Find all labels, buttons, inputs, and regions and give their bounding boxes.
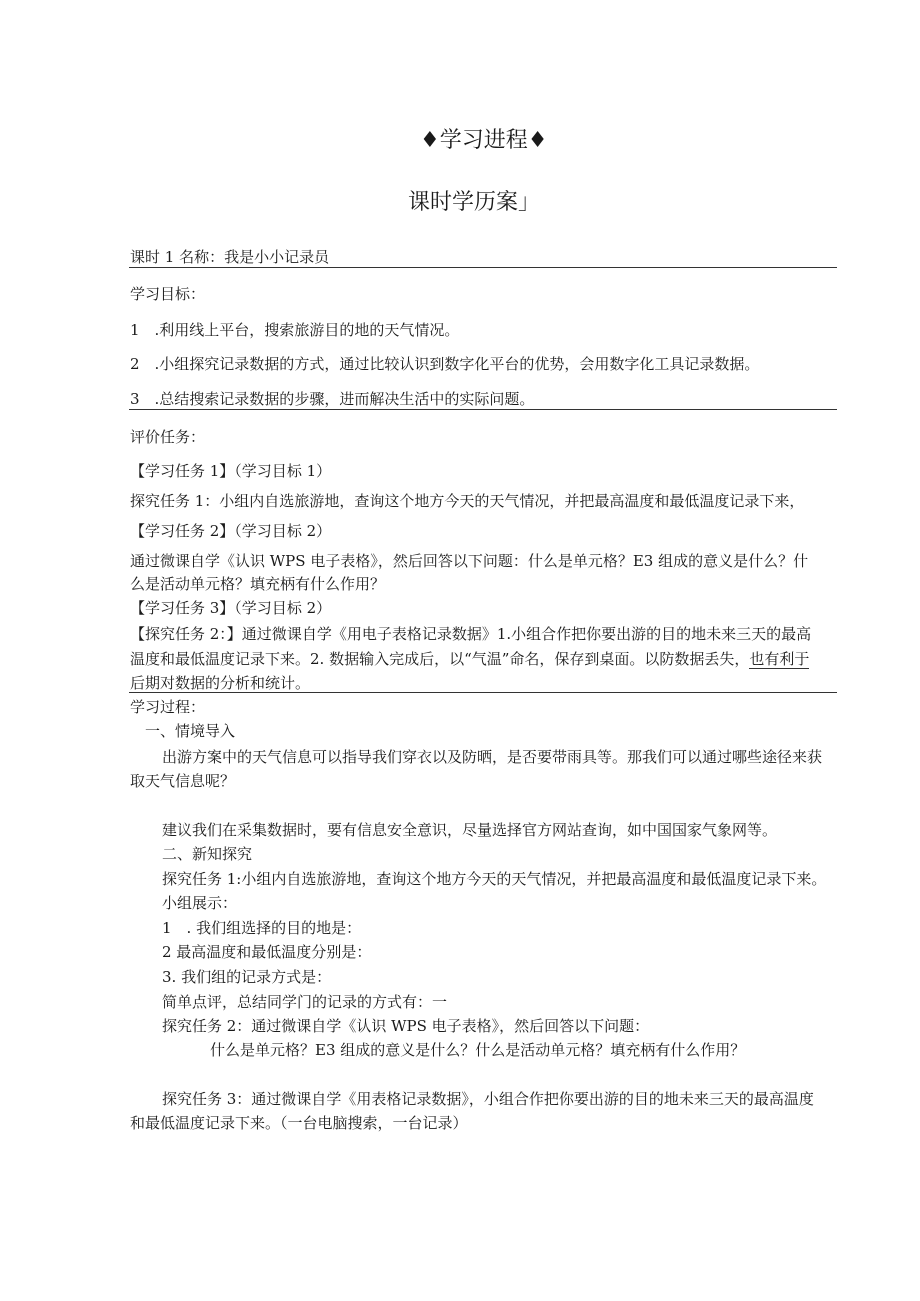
objectives-label: 学习目标： bbox=[130, 285, 206, 303]
show-item-3: 3. 我们组的记录方式是： bbox=[162, 968, 332, 986]
paragraph-line: 取天气信息呢？ bbox=[130, 772, 236, 790]
objective-item-2: 2 .小组探究记录数据的方式，通过比较认识到数字化平台的优势，会用数字化工具记录数据。 bbox=[130, 355, 760, 373]
task2-text-line: 么是活动单元格？填充柄有什么作用？ bbox=[130, 575, 386, 593]
divider-rule bbox=[129, 409, 837, 410]
lesson-name-line: 课时 1 名称：我是小小记录员 bbox=[130, 248, 330, 266]
explore-task-1: 探究任务 1:小组内自选旅游地，查询这个地方今天的天气情况，并把最高温度和最低温度记录下来。 bbox=[162, 870, 827, 888]
divider-rule bbox=[129, 267, 837, 268]
objective-item-1: 1 .利用线上平台，搜索旅游目的地的天气情况。 bbox=[130, 321, 460, 339]
task3-text-line bbox=[130, 673, 310, 693]
show-item-1: 1 . 我们组选择的目的地是： bbox=[162, 919, 362, 937]
group-show-label: 小组展示： bbox=[162, 894, 238, 912]
task3-text-underlined: 后期对数据的分析和统计。 bbox=[130, 674, 311, 692]
suggestion-text: 建议我们在采集数据时，要有信息安全意识，尽量选择官方网站查询，如中国国家气象网等。 bbox=[162, 821, 778, 839]
task1-text: 探究任务 1：小组内自选旅游地，查询这个地方今天的天气情况，并把最高温度和最低温度记录下来， bbox=[130, 492, 805, 510]
evaluation-label: 评价任务： bbox=[130, 428, 206, 446]
task3-text-line bbox=[130, 649, 809, 669]
explore-task-2-questions: 什么是单元格？E3 组成的意义是什么？什么是活动单元格？填充柄有什么作用？ bbox=[210, 1041, 746, 1059]
summary-text: 简单点评，总结同学门的记录的方式有：一 bbox=[162, 993, 448, 1011]
task3-text-underlined: 也有利于 bbox=[749, 650, 810, 668]
task3-text-line: 【探究任务 2：】通过微课自学《用电子表格记录数据》1.小组合作把你要出游的目的地未来三天的最高 bbox=[130, 625, 812, 643]
explore-task-3-line: 和最低温度记录下来。（一台电脑搜索，一台记录） bbox=[130, 1114, 468, 1132]
task3-text-plain: 温度和最低温度记录下来。2. 数据输入完成后，以“气温”命名，保存到桌面。以防数据丢失， bbox=[130, 650, 750, 668]
section-title: 二、新知探究 bbox=[162, 845, 253, 863]
task3-header: 【学习任务 3】（学习目标 2） bbox=[130, 599, 332, 617]
process-label: 学习过程： bbox=[130, 698, 206, 716]
task1-header: 【学习任务 1】（学习目标 1） bbox=[130, 462, 332, 480]
objective-item-3: 3 .总结搜索记录数据的步骤，进而解决生活中的实际问题。 bbox=[130, 390, 535, 408]
explore-task-3-line: 探究任务 3：通过微课自学《用表格记录数据》，小组合作把你要出游的目的地未来三天的最高温度 bbox=[162, 1090, 814, 1108]
page-heading: ♦学习进程♦ bbox=[420, 128, 548, 153]
task2-text-line: 通过微课自学《认识 WPS 电子表格》，然后回答以下问题：什么是单元格？E3 组成的意义是什么？什 bbox=[130, 552, 809, 570]
page-subheading: 课时学历案」 bbox=[408, 190, 541, 215]
section-title: 一、情境导入 bbox=[145, 722, 236, 740]
divider-rule bbox=[129, 692, 837, 693]
show-item-2: 2 最高温度和最低温度分别是： bbox=[162, 943, 372, 961]
paragraph-line: 出游方案中的天气信息可以指导我们穿衣以及防晒，是否要带雨具等。那我们可以通过哪些途径来获 bbox=[162, 748, 823, 766]
task2-header: 【学习任务 2】（学习目标 2） bbox=[130, 522, 332, 540]
explore-task-2: 探究任务 2：通过微课自学《认识 WPS 电子表格》，然后回答以下问题： bbox=[162, 1017, 650, 1035]
